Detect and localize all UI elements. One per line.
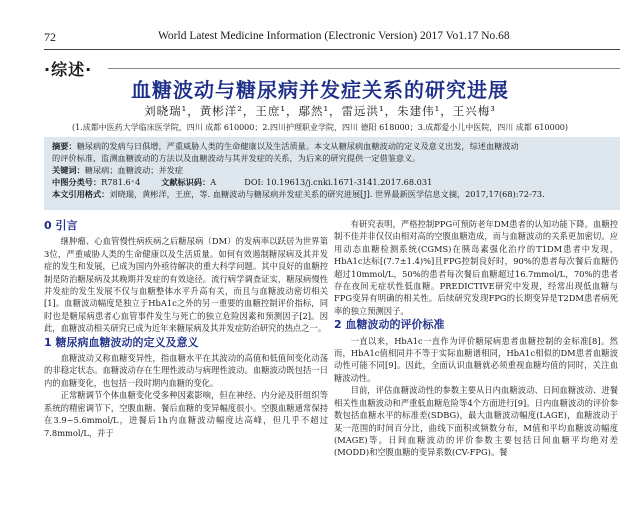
abstract-line-1 — [52, 140, 612, 152]
intro-paragraph: 继肿瘤、心血管慢性病疾病之后糖尿病（DM）的发病率以跃居为世界第3位，严重威胁人类的生命健康以及生活质量。如何有效遏制糖尿病及其并发症的发生和发展，已成为国内外亟待解决的重大科学问题。其中良好的血糖控制是防治糖尿病及其晚期并发症的有效途径。流行病学调查证实，糖尿病慢性并发症的发生发展不仅与血糖整体水平升高有关，而且与血糖波动密切相关[1]。血糖波动幅度是独立于HbA1c之外的另一重要的血糖控制评价指标，同时也是糖尿病患者心血管事件发生与死亡的独立危险因素和预测因子[2]。因此，血糖波动相关研究已成为近年来糖尿病及其并发症防治研究的热点之一。 — [44, 236, 328, 334]
right-column — [334, 218, 618, 459]
abstract-text-2: 的评价标准，监测血糖波动的方法以及血糖波动与其并发症的关系，为后来的研究提供一定借鉴意义。 — [52, 153, 421, 163]
affiliations: (1.成都中医药大学临床医学院，四川 成都 610000；2.四川护理职业学院，四川 德阳 618000；3.成都爱小儿中医院，四川 成都 610000) — [71, 123, 568, 132]
article-title: 血糖波动与糖尿病并发症关系的研究进展 — [131, 78, 509, 102]
keywords-value: 糖尿病；血糖波动；并发症 — [84, 165, 184, 175]
intro-heading: 0 引言 — [44, 219, 78, 232]
left-column — [44, 218, 328, 439]
citation-row — [52, 188, 612, 200]
section1-paragraph-1: 血糖波动又称血糖变异性，指血糖水平在其波动的高值和低值间变化动荡的非稳定状态。血糖波动存在生理性波动与病理性波动。血糖波动既包括一日内的血糖变化，也包括一段时期内血糖的变化。 — [44, 353, 328, 388]
header-divider — [44, 49, 620, 50]
running-header — [0, 30, 640, 48]
abstract-box — [44, 137, 620, 210]
section2-heading: 2 血糖波动的评价标准 — [334, 318, 445, 332]
abstract-label: 摘要： — [52, 141, 77, 151]
abstract-line-2 — [52, 152, 612, 164]
doc-code-label: 文献标识码： — [161, 177, 211, 187]
clc-value: R781.6⁺4 — [101, 177, 141, 187]
classification-row — [52, 176, 612, 188]
author-list: 刘晓瑞¹，黄彬洋²，王庶¹，鄢然¹，雷远洪¹，朱建伟¹，王兴梅³ — [144, 104, 496, 118]
section1-heading: 1 糖尿病血糖波动的定义及意义 — [44, 335, 199, 349]
section2-paragraph-2: 目前，评估血糖波动性的参数主要从日内血糖波动、日间血糖波动、进餐相关性血糖波动和严重低血糖危险等4个方面进行[9]。日内血糖波动的评价参数包括血糖水平的标准差(SDBG)，最大血糖波动幅度(LAGE)，血糖波动于某一范围的时间百分比，曲线下面积或频数分布，M值和平均血糖波动幅度(MAGE)等。日间血糖波动的评价参数主要包括日间血糖平均绝对差(MODD)和空腹血糖的变异系数(CV-FPG)。餐 — [334, 385, 618, 458]
section1-paragraph-2: 正常糖调节个体血糖变化受多种因素影响，但在神经、内分泌及肝组织等系统的精密调节下，空腹血糖、餐后血糖的变异幅度很小。空腹血糖通常保持在3.9~5.6mmol/L，进餐后1h内血糖波动幅度达高峰，但几乎不超过7.8mmol/L，并于 — [44, 390, 328, 438]
journal-citation-header: World Latest Medicine Information (Electronic Version) 2017 Vo1.17 No.68 — [158, 30, 510, 42]
section-tag: ·综述· — [44, 60, 93, 79]
keywords-label: 关键词： — [52, 165, 85, 175]
doi-value: DOI: 10.19613/j.cnki.1671-3141.2017.68.031 — [244, 177, 433, 187]
citation-label: 本文引用格式： — [52, 189, 110, 199]
section2-paragraph-1: 一直以来，HbA1c一直作为评价糖尿病患者血糖控制的金标准[8]。然而，HbA1c值相同并不等于实际血糖谱相同，HbA1c相似的DM患者血糖波动性可能不同[9]。因此，全面认识血糖就必须重视血糖均值的同时，关注血糖波动性。 — [334, 335, 618, 383]
section-tag-divider — [108, 68, 620, 69]
right-paragraph-1: 有研究表明，严格控制PPG可预防老年DM患者的认知功能下降。血糖控制不佳并非仅仅由相对高的空腹血糖造成，而与血糖波动的关系更加密切。应用动态血糖检测系统(CGMS)在胰岛素强化治疗的T1DM患者中发现，HbA1c达标[(7.7±1.4)%]且FPG控制良好时，90%的患者每次餐后血糖仍超过10mmol/L，50%的患者每次餐后血糖超过16.7mmol/L，70%的患者存在夜间无症状性低血糖。PREDICTIVE研究中发现，经常出现低血糖与FPG变异有明确的相关性。后续研究发现FPG的长期变异是T2DM患者病死率的独立预测因子。 — [334, 219, 618, 316]
clc-label: 中图分类号： — [52, 177, 102, 187]
citation-value: 刘晓瑞，黄彬洋，王庶，等. 血糖波动与糖尿病并发症关系的研究进展[J]. 世界最新医学信息文摘，2017,17(68):72-73. — [109, 189, 545, 199]
abstract-text-1: 糖尿病的发病与日俱增，严重威胁人类的生命健康以及生活质量。本文从糖尿病血糖波动的定义及意义出发，综述血糖波动 — [76, 141, 519, 151]
page-number: 72 — [44, 30, 56, 44]
doc-code-value: A — [210, 177, 217, 187]
keywords-row — [52, 164, 612, 176]
